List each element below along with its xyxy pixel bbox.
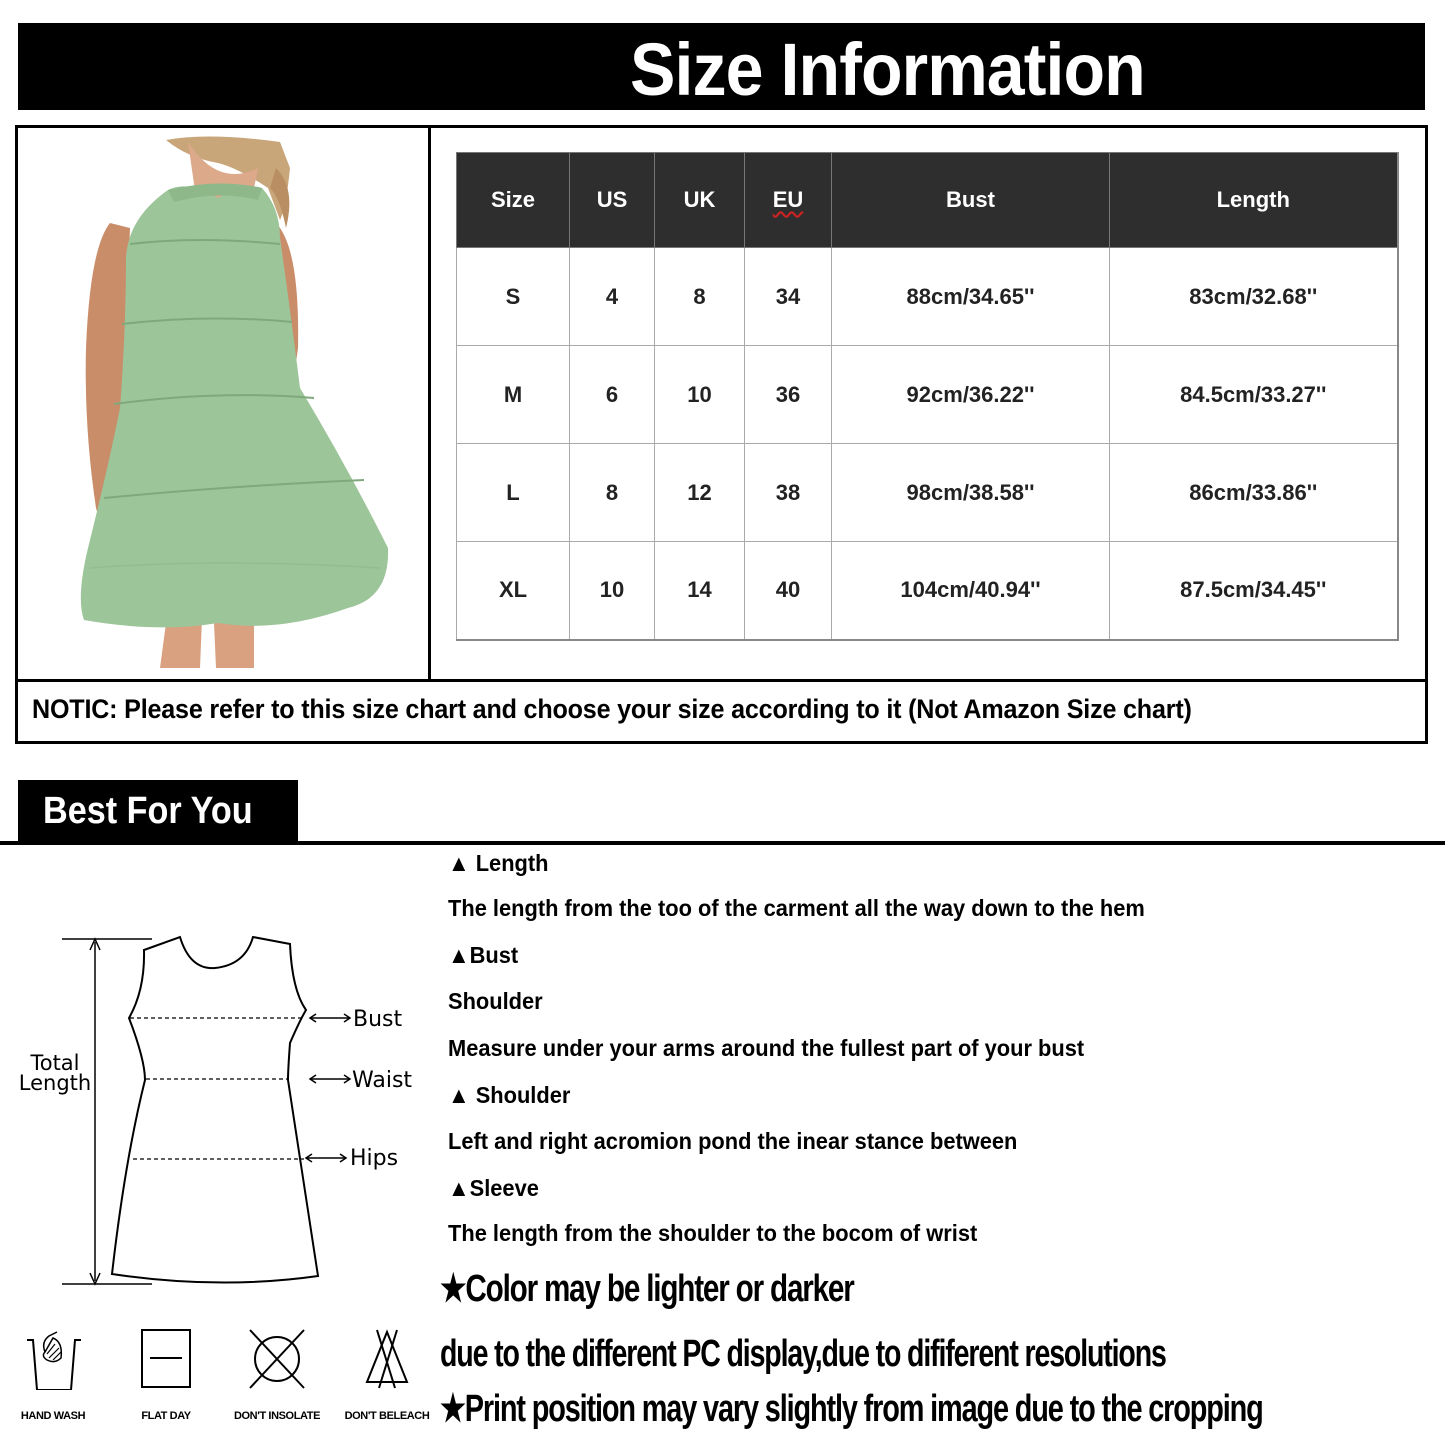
cell-eu: 38 (745, 444, 832, 542)
table-row (457, 346, 1398, 444)
product-photo (18, 128, 431, 681)
notice-text: NOTIC: Please refer to this size chart and choose your size according to it (Not Amazon Size chart) (32, 694, 1192, 724)
care-label: HAND WASH (20, 1410, 86, 1422)
size-chart-frame (15, 125, 1428, 744)
care-label: FLAT DAY (141, 1410, 191, 1422)
cell-length: 86cm/33.86'' (1110, 444, 1398, 542)
table-header-row (457, 153, 1398, 248)
hand-wash-icon (23, 1328, 83, 1390)
column-header-eu: EU (745, 153, 832, 248)
column-header-bust: Bust (832, 153, 1110, 248)
hips-label: Hips (350, 1146, 399, 1171)
waist-label: Waist (352, 1068, 413, 1093)
cell-uk: 14 (655, 542, 745, 640)
care-label: DON'T INSOLATE (233, 1410, 321, 1422)
size-table (456, 152, 1399, 641)
care-no-bleach (342, 1328, 432, 1422)
cell-us: 6 (570, 346, 655, 444)
shoulder-heading: ▲ Shoulder (448, 1082, 571, 1108)
cell-size: XL (457, 542, 570, 640)
table-row (457, 248, 1398, 346)
title-banner (18, 23, 1425, 110)
table-row (457, 542, 1398, 640)
cell-length: 87.5cm/34.45'' (1110, 542, 1398, 640)
cell-us: 8 (570, 444, 655, 542)
display-note: due to the different PC display,due to dififerent resolutions (440, 1333, 1166, 1375)
section-heading: Best For You (43, 790, 253, 832)
best-for-you-tab (18, 780, 298, 842)
bust-subheading: Shoulder (448, 988, 543, 1014)
cell-bust: 98cm/38.58'' (832, 444, 1110, 542)
cell-us: 10 (570, 542, 655, 640)
column-header-us: US (570, 153, 655, 248)
cell-uk: 8 (655, 248, 745, 346)
page-title: Size Information (630, 28, 1145, 111)
column-header-uk: UK (655, 153, 745, 248)
notice-row (18, 679, 1425, 741)
cell-eu: 34 (745, 248, 832, 346)
print-note: ★Print position may vary slightly from image due to the cropping (440, 1388, 1263, 1430)
care-no-sun (232, 1328, 322, 1422)
care-label: DON'T BELEACH (344, 1410, 430, 1422)
column-header-length: Length (1110, 153, 1398, 248)
length-description: The length from the too of the carment all the way down to the hem (448, 895, 1145, 921)
cell-bust: 88cm/34.65'' (832, 248, 1110, 346)
bust-label: Bust (353, 1007, 403, 1032)
care-flat-dry (121, 1328, 211, 1422)
shoulder-description: Left and right acromion pond the inear stance between (448, 1128, 1018, 1154)
bust-heading: ▲Bust (448, 942, 519, 968)
measurement-diagram (0, 920, 430, 1300)
total-length-label: Total (30, 1051, 80, 1075)
length-heading: ▲ Length (448, 850, 549, 876)
section-divider (0, 841, 1445, 845)
cell-uk: 10 (655, 346, 745, 444)
flat-dry-icon (140, 1328, 192, 1390)
cell-size: S (457, 248, 570, 346)
bust-description: Measure under your arms around the fullest part of your bust (448, 1035, 1085, 1061)
table-row (457, 444, 1398, 542)
column-header-size: Size (457, 153, 570, 248)
cell-us: 4 (570, 248, 655, 346)
color-note: ★Color may be lighter or darker (440, 1268, 854, 1310)
sleeve-description: The length from the shoulder to the bocom of wrist (448, 1220, 978, 1246)
cell-size: M (457, 346, 570, 444)
no-sun-icon (248, 1328, 306, 1390)
cell-length: 83cm/32.68'' (1110, 248, 1398, 346)
cell-bust: 92cm/36.22'' (832, 346, 1110, 444)
care-hand-wash (8, 1328, 98, 1422)
dress-model-image (18, 128, 428, 681)
sleeve-heading: ▲Sleeve (448, 1175, 539, 1201)
cell-eu: 40 (745, 542, 832, 640)
cell-length: 84.5cm/33.27'' (1110, 346, 1398, 444)
cell-uk: 12 (655, 444, 745, 542)
cell-bust: 104cm/40.94'' (832, 542, 1110, 640)
no-bleach-icon (363, 1328, 411, 1390)
cell-eu: 36 (745, 346, 832, 444)
cell-size: L (457, 444, 570, 542)
svg-text:Length: Length (18, 1071, 92, 1095)
